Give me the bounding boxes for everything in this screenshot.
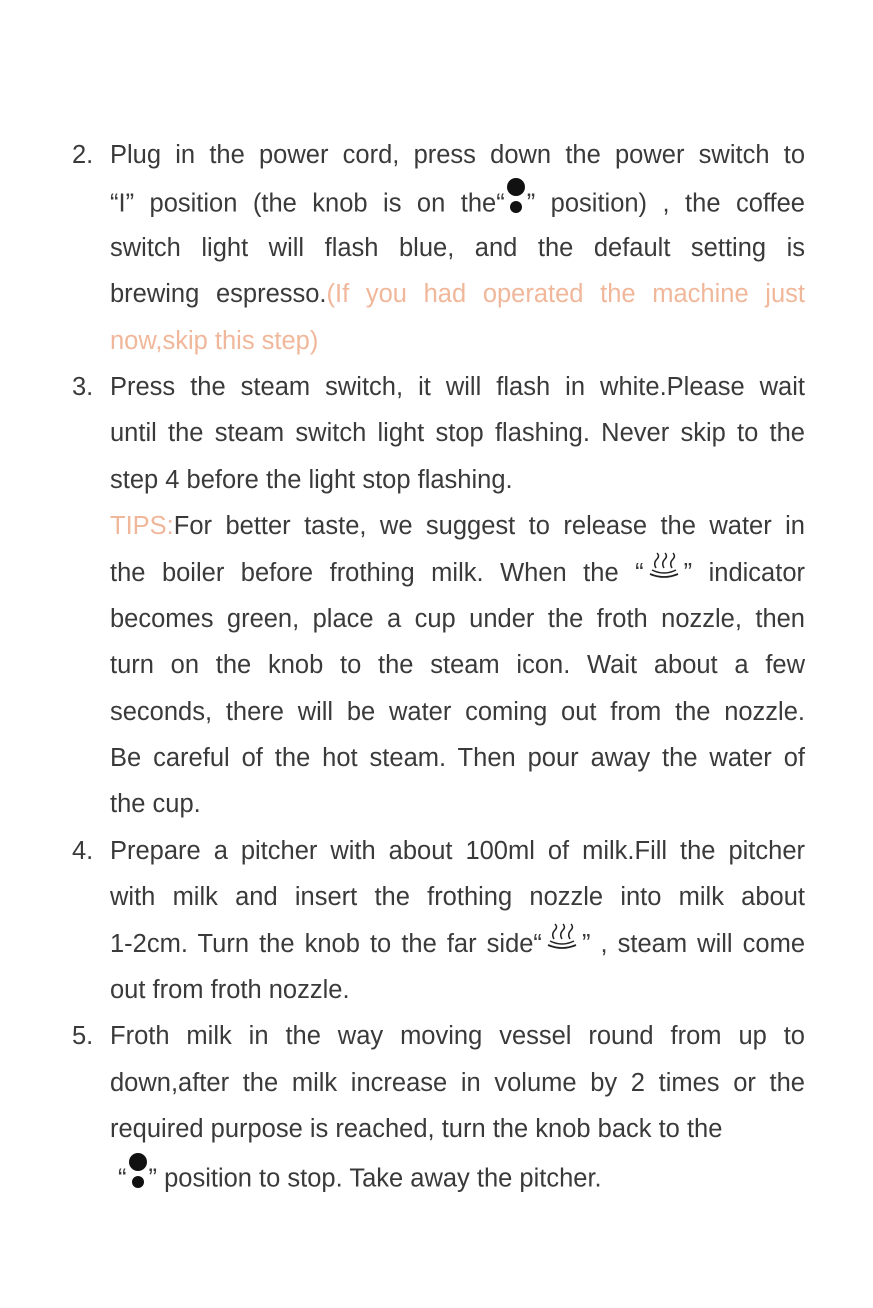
tips-line: TIPS:For better taste, we suggest to release the water in [110, 512, 805, 541]
note-text: now,skip this step) [110, 326, 319, 355]
steam-icon [542, 920, 582, 966]
step-text-line: Froth milk in the way moving vessel round from up to [110, 1022, 805, 1051]
step-text-line: required purpose is reached, turn the knob back to the [110, 1115, 723, 1144]
step-number: 5. [72, 1022, 94, 1051]
step-5 [0, 1013, 873, 1199]
step-text-line: Press the steam switch, it will flash in white.Please wait [110, 372, 805, 401]
tips-line: the boiler before frothing milk. When the “ ” indicator [110, 550, 805, 596]
step-text-line: 1-2cm. Turn the knob to the far side“ ” , steam will come [110, 921, 805, 967]
instruction-steps [0, 132, 873, 1199]
step-number: 4. [72, 836, 94, 865]
step-text-line: switch light will flash blue, and the default setting is [110, 233, 805, 262]
step-text-line: down,after the milk increase in volume by 2 times or the [110, 1068, 805, 1097]
tips-line: becomes green, place a cup under the froth nozzle, then [110, 604, 805, 633]
step-text-line: step 4 before the light stop flashing. [110, 465, 513, 494]
note-text: (If you had operated the machine just [326, 280, 805, 309]
step-number: 3. [72, 372, 94, 401]
step-text-line: “I” position (the knob is on the“ ” position) , the coffee [110, 178, 805, 224]
step-4 [0, 828, 873, 1014]
tips-line: the cup. [110, 790, 201, 819]
off-position-dot-icon [505, 176, 527, 229]
steam-icon [644, 549, 684, 595]
step-number: 2. [72, 141, 94, 169]
step-text-line: “ ” position to stop. Take away the pitcher. [110, 1153, 805, 1199]
step-3 [0, 364, 873, 828]
tips-label: TIPS: [110, 512, 174, 541]
tips-line: turn on the knob to the steam icon. Wait about a few [110, 651, 805, 680]
off-position-dot-icon [127, 1151, 149, 1204]
step-text-line: brewing espresso.(If you had operated the machine just [110, 280, 805, 309]
step-text-line: out from froth nozzle. [110, 976, 350, 1005]
tips-line: seconds, there will be water coming out from the nozzle. [110, 697, 805, 726]
step-text-line: with milk and insert the frothing nozzle into milk about [110, 883, 805, 912]
step-text-line: until the steam switch light stop flashing. Never skip to the [110, 419, 805, 448]
tips-line: Be careful of the hot steam. Then pour away the water of [110, 744, 805, 773]
step-2 [0, 132, 873, 364]
step-text-line: Plug in the power cord, press down the power switch to [110, 141, 805, 169]
step-text-line: Prepare a pitcher with about 100ml of milk.Fill the pitcher [110, 836, 805, 865]
